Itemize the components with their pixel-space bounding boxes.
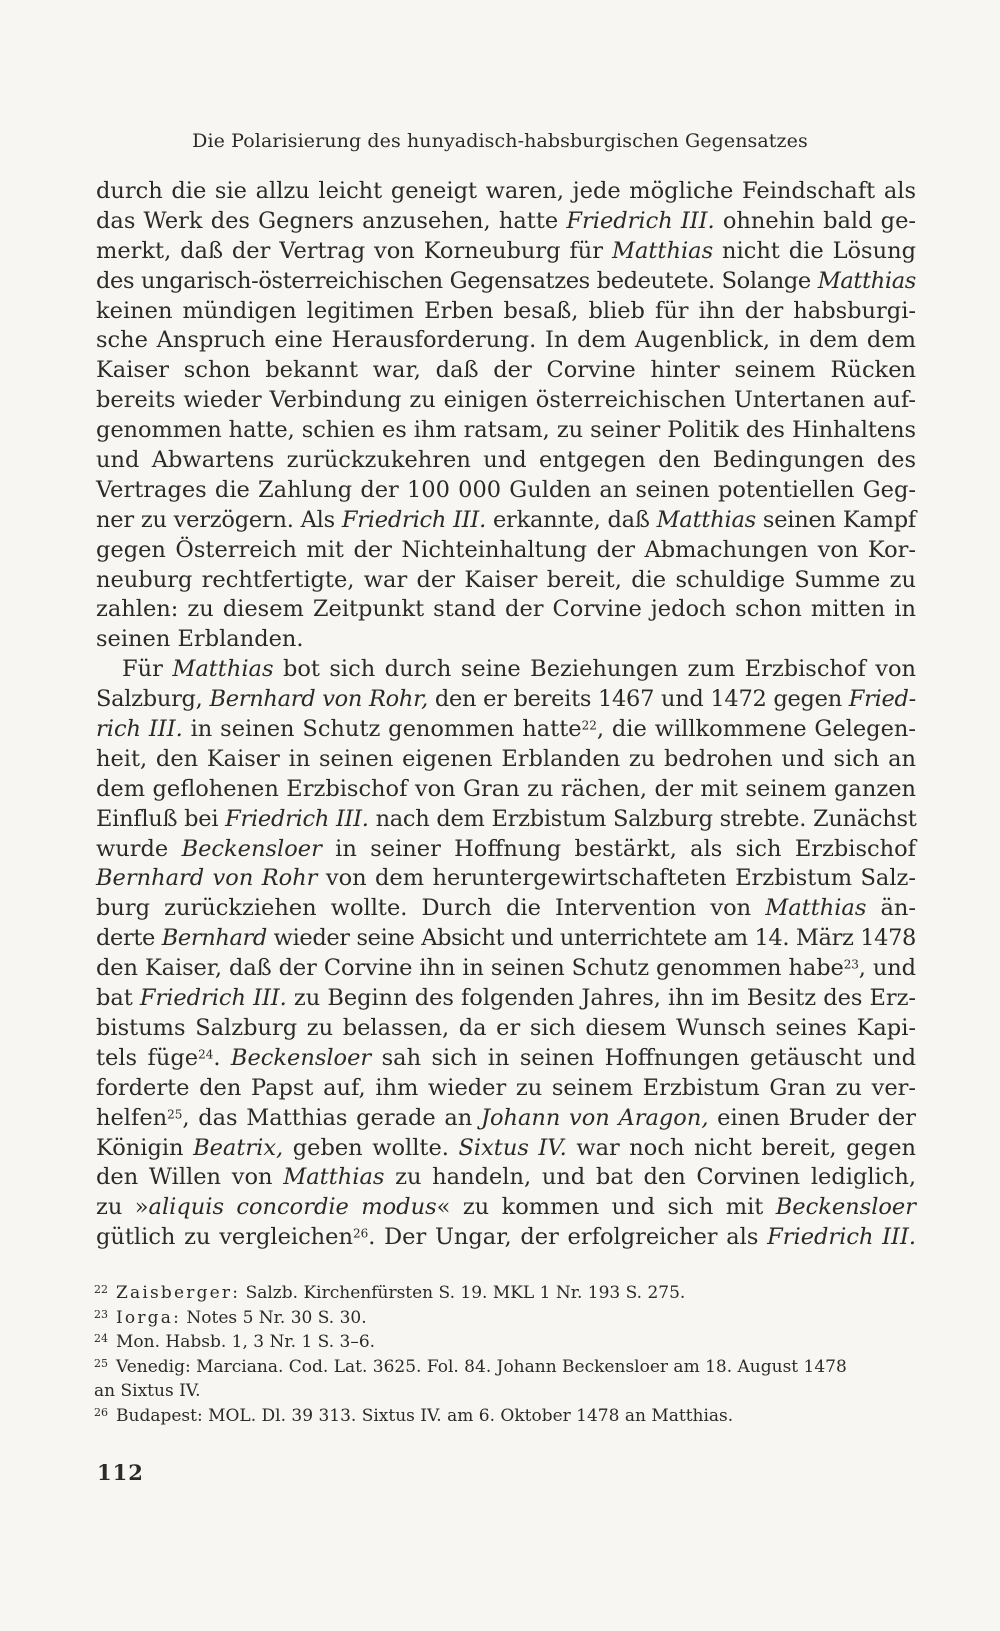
- text-line: zu »aliquis concordie modus« zu kommen und sich mit Beckensloer: [96, 1194, 917, 1221]
- text-line: burg zurückziehen wollte. Durch die Intervention von Matthias än-: [96, 895, 916, 922]
- text-line: bereits wieder Verbindung zu einigen österreichischen Untertanen auf-: [96, 387, 916, 414]
- text-line: wurde Beckensloer in seiner Hoffnung bestärkt, als sich Erzbischof: [96, 835, 916, 862]
- text-line: Vertrages die Zahlung der 100 000 Gulden an seinen potentiellen Geg-: [96, 476, 916, 503]
- text-line: Bernhard von Rohr von dem heruntergewirtschafteten Erzbistum Salz-: [96, 865, 916, 892]
- text-line: Für Matthias bot sich durch seine Beziehungen zum Erzbischof von: [122, 656, 916, 683]
- text-line: heit, den Kaiser in seinen eigenen Erblanden zu bedrohen und sich an: [96, 745, 916, 772]
- text-line: gütlich zu vergleichen$^{26}$. Der Ungar, der erfolgreicher als Friedrich III.: [96, 1224, 916, 1251]
- text-line: sche Anspruch eine Herausforderung. In dem Augenblick, in dem dem: [96, 327, 916, 354]
- text-line: forderte den Papst auf, ihm wieder zu seinem Erzbistum Gran zu ver-: [96, 1074, 916, 1101]
- text-line: genommen hatte, schien es ihm ratsam, zu seiner Politik des Hinhaltens: [96, 417, 916, 444]
- page-number: 112: [97, 1460, 144, 1485]
- text-line: merkt, daß der Vertrag von Korneuburg für Matthias nicht die Lösung: [96, 237, 916, 264]
- text-line: gegen Österreich mit der Nichteinhaltung der Abmachungen von Kor-: [96, 536, 916, 563]
- text-line: Kaiser schon bekannt war, daß der Corvine hinter seinem Rücken: [96, 357, 916, 384]
- footnote: 22 Zaisberger: Salzb. Kirchenfürsten S. 19. MKL 1 Nr. 193 S. 275.: [94, 1283, 686, 1303]
- text-line: bat Friedrich III. zu Beginn des folgenden Jahres, ihn im Besitz des Erz-: [96, 985, 917, 1012]
- footnote: 26 Budapest: MOL. Dl. 39 313. Sixtus IV. am 6. Oktober 1478 an Matthias.: [94, 1405, 734, 1426]
- text-line: neuburg rechtfertigte, war der Kaiser bereit, die schuldige Summe zu: [96, 566, 916, 593]
- footnotes: [94, 1281, 918, 1428]
- footnote-ref: 25: [167, 1107, 183, 1122]
- footnote-ref: 26: [352, 1226, 369, 1241]
- running-header: Die Polarisierung des hunyadisch-habsburgischen Gegensatzes: [192, 130, 808, 152]
- footnote-ref: 24: [198, 1047, 214, 1062]
- text-line: zahlen: zu diesem Zeitpunkt stand der Corvine jedoch schon mitten in: [96, 596, 916, 623]
- text-line: Salzburg, Bernhard von Rohr, den er bereits 1467 und 1472 gegen Fried-: [96, 686, 916, 713]
- footnote-continuation: an Sixtus IV.: [94, 1381, 201, 1401]
- text-line: rich III. in seinen Schutz genommen hatte$^{22}$, die willkommene Gelegen-: [96, 716, 916, 743]
- text-line: den Kaiser, daß der Corvine ihn in seinen Schutz genommen habe$^{23}$, und: [96, 955, 916, 982]
- text-line: seinen Erblanden.: [96, 626, 304, 653]
- footnote-ref: 23: [843, 957, 859, 972]
- text-line: bistums Salzburg zu belassen, da er sich diesem Wunsch seines Kapi-: [96, 1014, 916, 1041]
- footnote: 25 Venedig: Marciana. Cod. Lat. 3625. Fol. 84. Johann Beckensloer am 18. August 1478: [94, 1356, 847, 1377]
- main-text: [96, 177, 916, 1253]
- text-line: durch die sie allzu leicht geneigt waren, jede mögliche Feindschaft als: [96, 178, 916, 204]
- text-line: derte Bernhard wieder seine Absicht und unterrichtete am 14. März 1478: [96, 925, 916, 952]
- text-line: keinen mündigen legitimen Erben besaß, blieb für ihn der habsburgi-: [96, 297, 916, 324]
- footnote: 24 Mon. Habsb. 1, 3 Nr. 1 S. 3–6.: [94, 1332, 376, 1352]
- text-line: das Werk des Gegners anzusehen, hatte Friedrich III. ohnehin bald ge-: [96, 207, 916, 234]
- text-line: dem geflohenen Erzbischof von Gran zu rächen, der mit seinem ganzen: [96, 775, 916, 802]
- footnote-ref: 22: [581, 718, 597, 733]
- text-line: helfen$^{25}$, das Matthias gerade an Johann von Aragon, einen Bruder der: [96, 1104, 916, 1131]
- text-line: Einfluß bei Friedrich III. nach dem Erzbistum Salzburg strebte. Zunächst: [96, 805, 917, 832]
- text-line: den Willen von Matthias zu handeln, und bat den Corvinen lediglich,: [96, 1164, 916, 1191]
- text-line: ner zu verzögern. Als Friedrich III. erkannte, daß Matthias seinen Kampf: [96, 506, 916, 533]
- text-line: und Abwartens zurückzukehren und entgegen den Bedingungen des: [96, 447, 916, 474]
- text-line: Königin Beatrix, geben wollte. Sixtus IV. war noch nicht bereit, gegen: [96, 1134, 917, 1161]
- footnote: 23 Iorga: Notes 5 Nr. 30 S. 30.: [94, 1307, 367, 1328]
- text-line: tels füge$^{24}$. Beckensloer sah sich in seinen Hoffnungen getäuscht und: [96, 1044, 916, 1071]
- text-line: des ungarisch-österreichischen Gegensatzes bedeutete. Solange Matthias: [96, 267, 916, 294]
